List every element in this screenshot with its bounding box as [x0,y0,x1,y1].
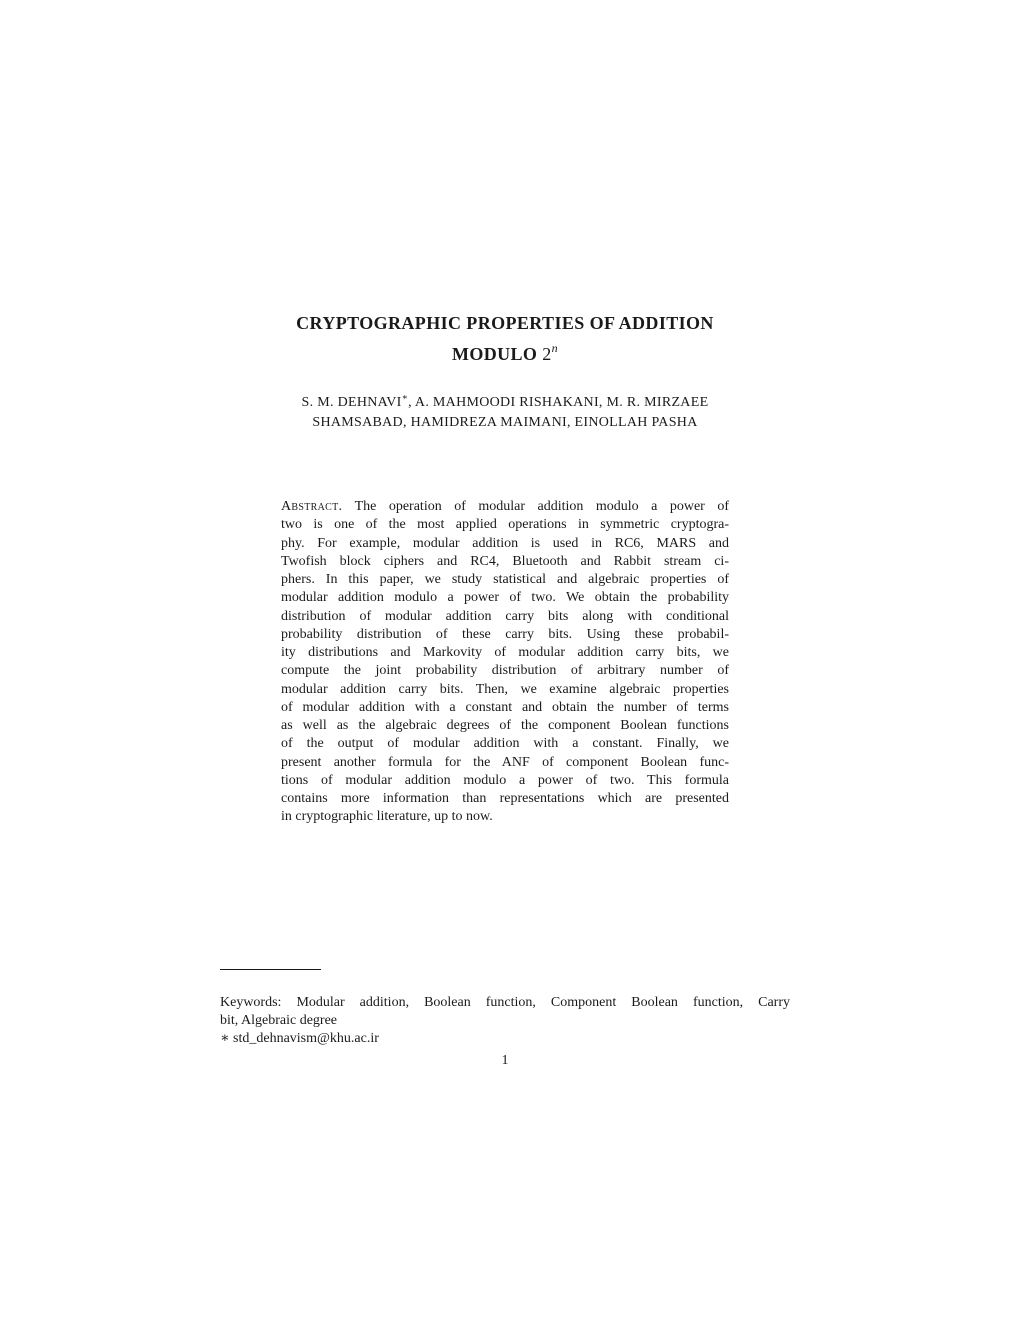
abstract-line: ity distributions and Markovity of modular addition carry bits, we [281,645,729,660]
corresponding-email: ∗ std_dehnavism@khu.ac.ir [220,1031,379,1046]
corresponding-author-marker: ∗ [401,392,409,402]
abstract-heading: Abstract. [281,499,343,514]
abstract-line: as well as the algebraic degrees of the component Boolean functions [281,718,729,733]
abstract-line: modular addition carry bits. Then, we examine algebraic properties [281,681,729,697]
abstract-line: two is one of the most applied operations in symmetric cryptogra- [281,517,729,533]
author-line-2: SHAMSABAD, HAMIDREZA MAIMANI, EINOLLAH PASHA [312,415,698,430]
abstract-line: phers. In this paper, we study statistical and algebraic properties of [281,572,729,587]
abstract-line: in cryptographic literature, up to now. [281,809,493,825]
abstract-line: contains more information than representations which are presented [281,791,729,806]
author-first: S. M. DEHNAVI [301,395,402,410]
footnotes [220,994,790,1048]
page-number: 1 [501,1053,509,1068]
abstract-line: present another formula for the ANF of component Boolean func- [281,754,729,770]
abstract-line [281,498,729,516]
abstract-line: tions of modular addition modulo a power of two. This formula [281,772,729,788]
abstract [281,498,729,827]
author-line-1-rest: , A. MAHMOODI RISHAKANI, M. R. MIRZAEE [408,395,709,410]
title-line-2-prefix: MODULO [451,344,538,364]
author-line-1 [200,387,810,413]
keywords-line-1: Keywords: Modular addition, Boolean function, Component Boolean function, Carry [220,995,790,1010]
title-line-2 [200,336,810,367]
keywords-line-2: bit, Algebraic degree [220,1013,338,1028]
abstract-line-text: The operation of modular addition modulo a power of [354,499,729,514]
paper-title [200,311,810,367]
abstract-line: of the output of modular addition with a constant. Finally, we [281,736,729,752]
abstract-line: phy. For example, modular addition is used in RC6, MARS and [281,535,729,551]
abstract-line: Twofish block ciphers and RC4, Bluetooth and Rabbit stream ci- [281,553,729,569]
title-power-exponent: n [551,341,559,355]
abstract-line: of modular addition with a constant and obtain the number of terms [281,699,729,715]
title-line-1: CRYPTOGRAPHIC PROPERTIES OF ADDITION [296,313,714,333]
abstract-line: compute the joint probability distribution of arbitrary number of [281,663,729,679]
abstract-line: modular addition modulo a power of two. We obtain the probability [281,590,729,606]
footnote-divider [220,969,321,970]
title-power-base: 2 [542,344,552,364]
abstract-line: distribution of modular addition carry bits along with conditional [281,608,729,624]
author-list [200,387,810,433]
abstract-line: probability distribution of these carry bits. Using these probabil- [281,626,729,642]
